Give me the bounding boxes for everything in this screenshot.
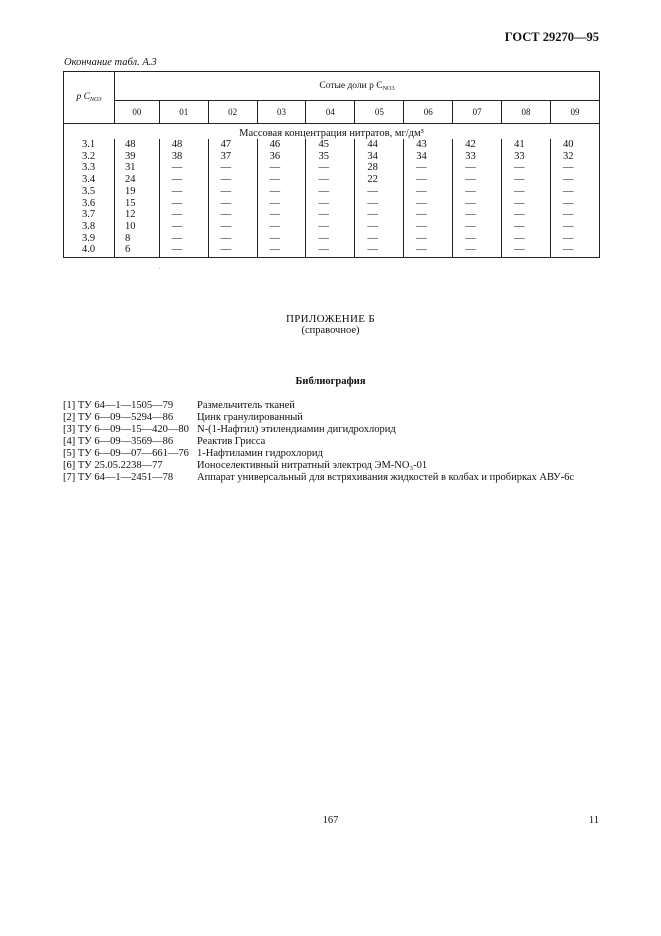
table-cell: — (208, 209, 257, 221)
table-cell: — (502, 198, 551, 210)
table-cell: — (159, 221, 208, 233)
table-cell: — (159, 233, 208, 245)
table-cell: — (453, 244, 502, 257)
column-header: 08 (502, 101, 551, 124)
bibliography-ref: [5] ТУ 6—09—07—661—76 (63, 448, 189, 459)
table-cell: — (404, 244, 453, 257)
table-cell: — (257, 162, 306, 174)
table-cell: — (159, 162, 208, 174)
table-cell: — (208, 174, 257, 186)
table-cell: 41 (502, 139, 551, 151)
table-cell: — (306, 233, 355, 245)
column-header: 06 (404, 101, 453, 124)
table-row (64, 186, 600, 198)
table-cell: — (551, 244, 600, 257)
table-cell: 15 (125, 197, 136, 209)
table-cell: — (551, 198, 600, 210)
table-caption: Окончание табл. А.3 (64, 57, 157, 68)
table-cell: — (306, 162, 355, 174)
table-section-label: Массовая концентрация нитратов, мг/дм³ (239, 128, 424, 139)
table-cell: — (404, 186, 453, 198)
table-cell: — (551, 174, 600, 186)
table-cell: 38 (159, 151, 208, 163)
document-title: ГОСТ 29270—95 (504, 30, 599, 44)
table-row (64, 151, 600, 163)
column-header: 07 (453, 101, 502, 124)
table-cell: — (453, 209, 502, 221)
row-label: 3.6 (64, 198, 115, 210)
table-cell: 33 (502, 151, 551, 163)
table-cell: — (208, 186, 257, 198)
table-cell: — (453, 174, 502, 186)
table-cell: — (257, 198, 306, 210)
table-cell: — (502, 233, 551, 245)
bibliography-text: Цинк гранулированный (197, 412, 303, 423)
table-row (64, 233, 600, 245)
table-cell: 34 (404, 151, 453, 163)
table-cell: 48 (159, 139, 208, 151)
table-cell: 31 (125, 162, 136, 174)
table-cell: — (502, 244, 551, 257)
column-header: 09 (551, 101, 600, 124)
table-cell: — (551, 221, 600, 233)
table-row (64, 209, 600, 221)
table-cell: — (208, 233, 257, 245)
column-header: 00 (115, 101, 160, 124)
table-cell: — (355, 198, 404, 210)
bibliography-text: N-(1-Нафтил) этилендиамин дигидрохлорид (197, 424, 396, 435)
table-cell: — (502, 174, 551, 186)
column-header: 03 (257, 101, 306, 124)
table-cell: — (404, 221, 453, 233)
table-cell: 28 (355, 162, 404, 174)
sheet-number: 11 (588, 815, 599, 826)
table-cell: — (159, 244, 208, 257)
table-cell: 10 (125, 220, 136, 232)
table-cell: — (159, 174, 208, 186)
table-cell: 12 (125, 209, 136, 221)
row-label: 3.7 (64, 209, 115, 221)
table-cell: — (159, 198, 208, 210)
table-cell: 47 (208, 139, 257, 151)
table-cell: — (355, 244, 404, 257)
bibliography-text: Аппарат универсальный для встряхивания жидкостей в колбах и пробирках АВУ-6с (197, 472, 575, 483)
table-cell: — (257, 186, 306, 198)
table-cell: — (306, 174, 355, 186)
table-cell: — (404, 198, 453, 210)
table-row (64, 174, 600, 186)
table-row (64, 221, 600, 233)
table-cell: — (306, 244, 355, 257)
row-label: 3.5 (64, 186, 115, 198)
table-cell: 36 (257, 151, 306, 163)
bibliography-heading: Библиография (295, 376, 366, 387)
column-header: 05 (355, 101, 404, 124)
table-cell: — (404, 209, 453, 221)
table-cell: — (453, 162, 502, 174)
table-cell: 22 (355, 174, 404, 186)
table-cell: — (551, 186, 600, 198)
table-cell: 40 (551, 139, 600, 151)
bibliography-text: 1-Нафтиламин гидрохлорид (197, 448, 323, 459)
appendix-title: ПРИЛОЖЕНИЕ Б (286, 313, 375, 325)
table-cell: 39 (125, 150, 136, 162)
table-cell: 19 (125, 185, 136, 197)
table-cell: — (404, 233, 453, 245)
bibliography-text: Размельчитель тканей (197, 400, 295, 411)
table-cell: — (159, 209, 208, 221)
row-label: 3.3 (64, 162, 115, 174)
table-cell: — (208, 198, 257, 210)
table-row (64, 139, 600, 151)
column-header: 01 (159, 101, 208, 124)
table-cell: — (257, 233, 306, 245)
table-cell: 43 (404, 139, 453, 151)
table-corner-header: p $C_{NO3}$ (64, 72, 115, 124)
column-header: 04 (306, 101, 355, 124)
table-cell: — (208, 221, 257, 233)
table-cell: — (453, 233, 502, 245)
row-label: 3.1 (64, 139, 115, 151)
table-cell: 37 (208, 151, 257, 163)
table-cell: — (404, 174, 453, 186)
row-label: 3.4 (64, 174, 115, 186)
table-cell: — (551, 162, 600, 174)
table-cell: — (159, 186, 208, 198)
table-cell: — (404, 162, 453, 174)
page-number: 167 (322, 815, 339, 826)
row-label: 3.9 (64, 233, 115, 245)
table-cell: — (453, 198, 502, 210)
table-cell: — (306, 186, 355, 198)
table-cell: — (257, 244, 306, 257)
table-cell: — (453, 221, 502, 233)
stray-dot (159, 268, 160, 269)
table-cell: 34 (355, 151, 404, 163)
bibliography-ref: [6] ТУ 25.05.2238—77 (63, 460, 163, 471)
table-cell: 8 (125, 232, 131, 244)
table-span-header: Сотые доли p $C_{NO3}$ (115, 72, 600, 101)
bibliography-ref: [3] ТУ 6—09—15—420—80 (63, 424, 189, 435)
table-cell: — (306, 198, 355, 210)
row-label: 3.2 (64, 151, 115, 163)
row-label: 4.0 (64, 244, 115, 257)
bibliography-ref: [2] ТУ 6—09—5294—86 (63, 412, 174, 423)
table-cell: 24 (125, 174, 136, 186)
table-cell: — (502, 221, 551, 233)
table-cell: — (355, 221, 404, 233)
table-cell: — (502, 162, 551, 174)
row-label: 3.8 (64, 221, 115, 233)
table-row (64, 198, 600, 210)
table-cell: 48 (125, 139, 136, 150)
bibliography-text: Ионоселективный нитратный электрод ЭМ-NO₃-01 (197, 460, 428, 471)
table-cell: — (453, 186, 502, 198)
table-cell: — (208, 244, 257, 257)
table-cell: 42 (453, 139, 502, 151)
table-cell: 6 (125, 244, 131, 256)
table-cell: — (355, 233, 404, 245)
column-header: 02 (208, 101, 257, 124)
table-cell: — (551, 209, 600, 221)
bibliography-ref: [1] ТУ 64—1—1505—79 (63, 400, 174, 411)
table-cell: 44 (355, 139, 404, 151)
table-cell: — (306, 209, 355, 221)
table-cell: — (257, 174, 306, 186)
table-cell: 46 (257, 139, 306, 151)
bibliography-ref: [4] ТУ 6—09—3569—86 (63, 436, 174, 447)
bibliography-text: Реактив Грисса (197, 436, 266, 447)
bibliography-ref: [7] ТУ 64—1—2451—78 (63, 472, 174, 483)
table-cell: — (355, 186, 404, 198)
nitrate-table (63, 71, 600, 258)
table-row (64, 162, 600, 174)
table-cell: — (208, 162, 257, 174)
table-cell: — (502, 209, 551, 221)
table-cell: — (257, 209, 306, 221)
table-cell: — (551, 233, 600, 245)
table-cell: 45 (306, 139, 355, 151)
table-row (64, 244, 600, 257)
table-cell: 33 (453, 151, 502, 163)
table-cell: 35 (306, 151, 355, 163)
appendix-subtitle: (справочное) (301, 325, 360, 336)
table-cell: — (306, 221, 355, 233)
table-cell: — (257, 221, 306, 233)
table-cell: — (355, 209, 404, 221)
table-cell: — (502, 186, 551, 198)
table-cell: 32 (551, 151, 600, 163)
